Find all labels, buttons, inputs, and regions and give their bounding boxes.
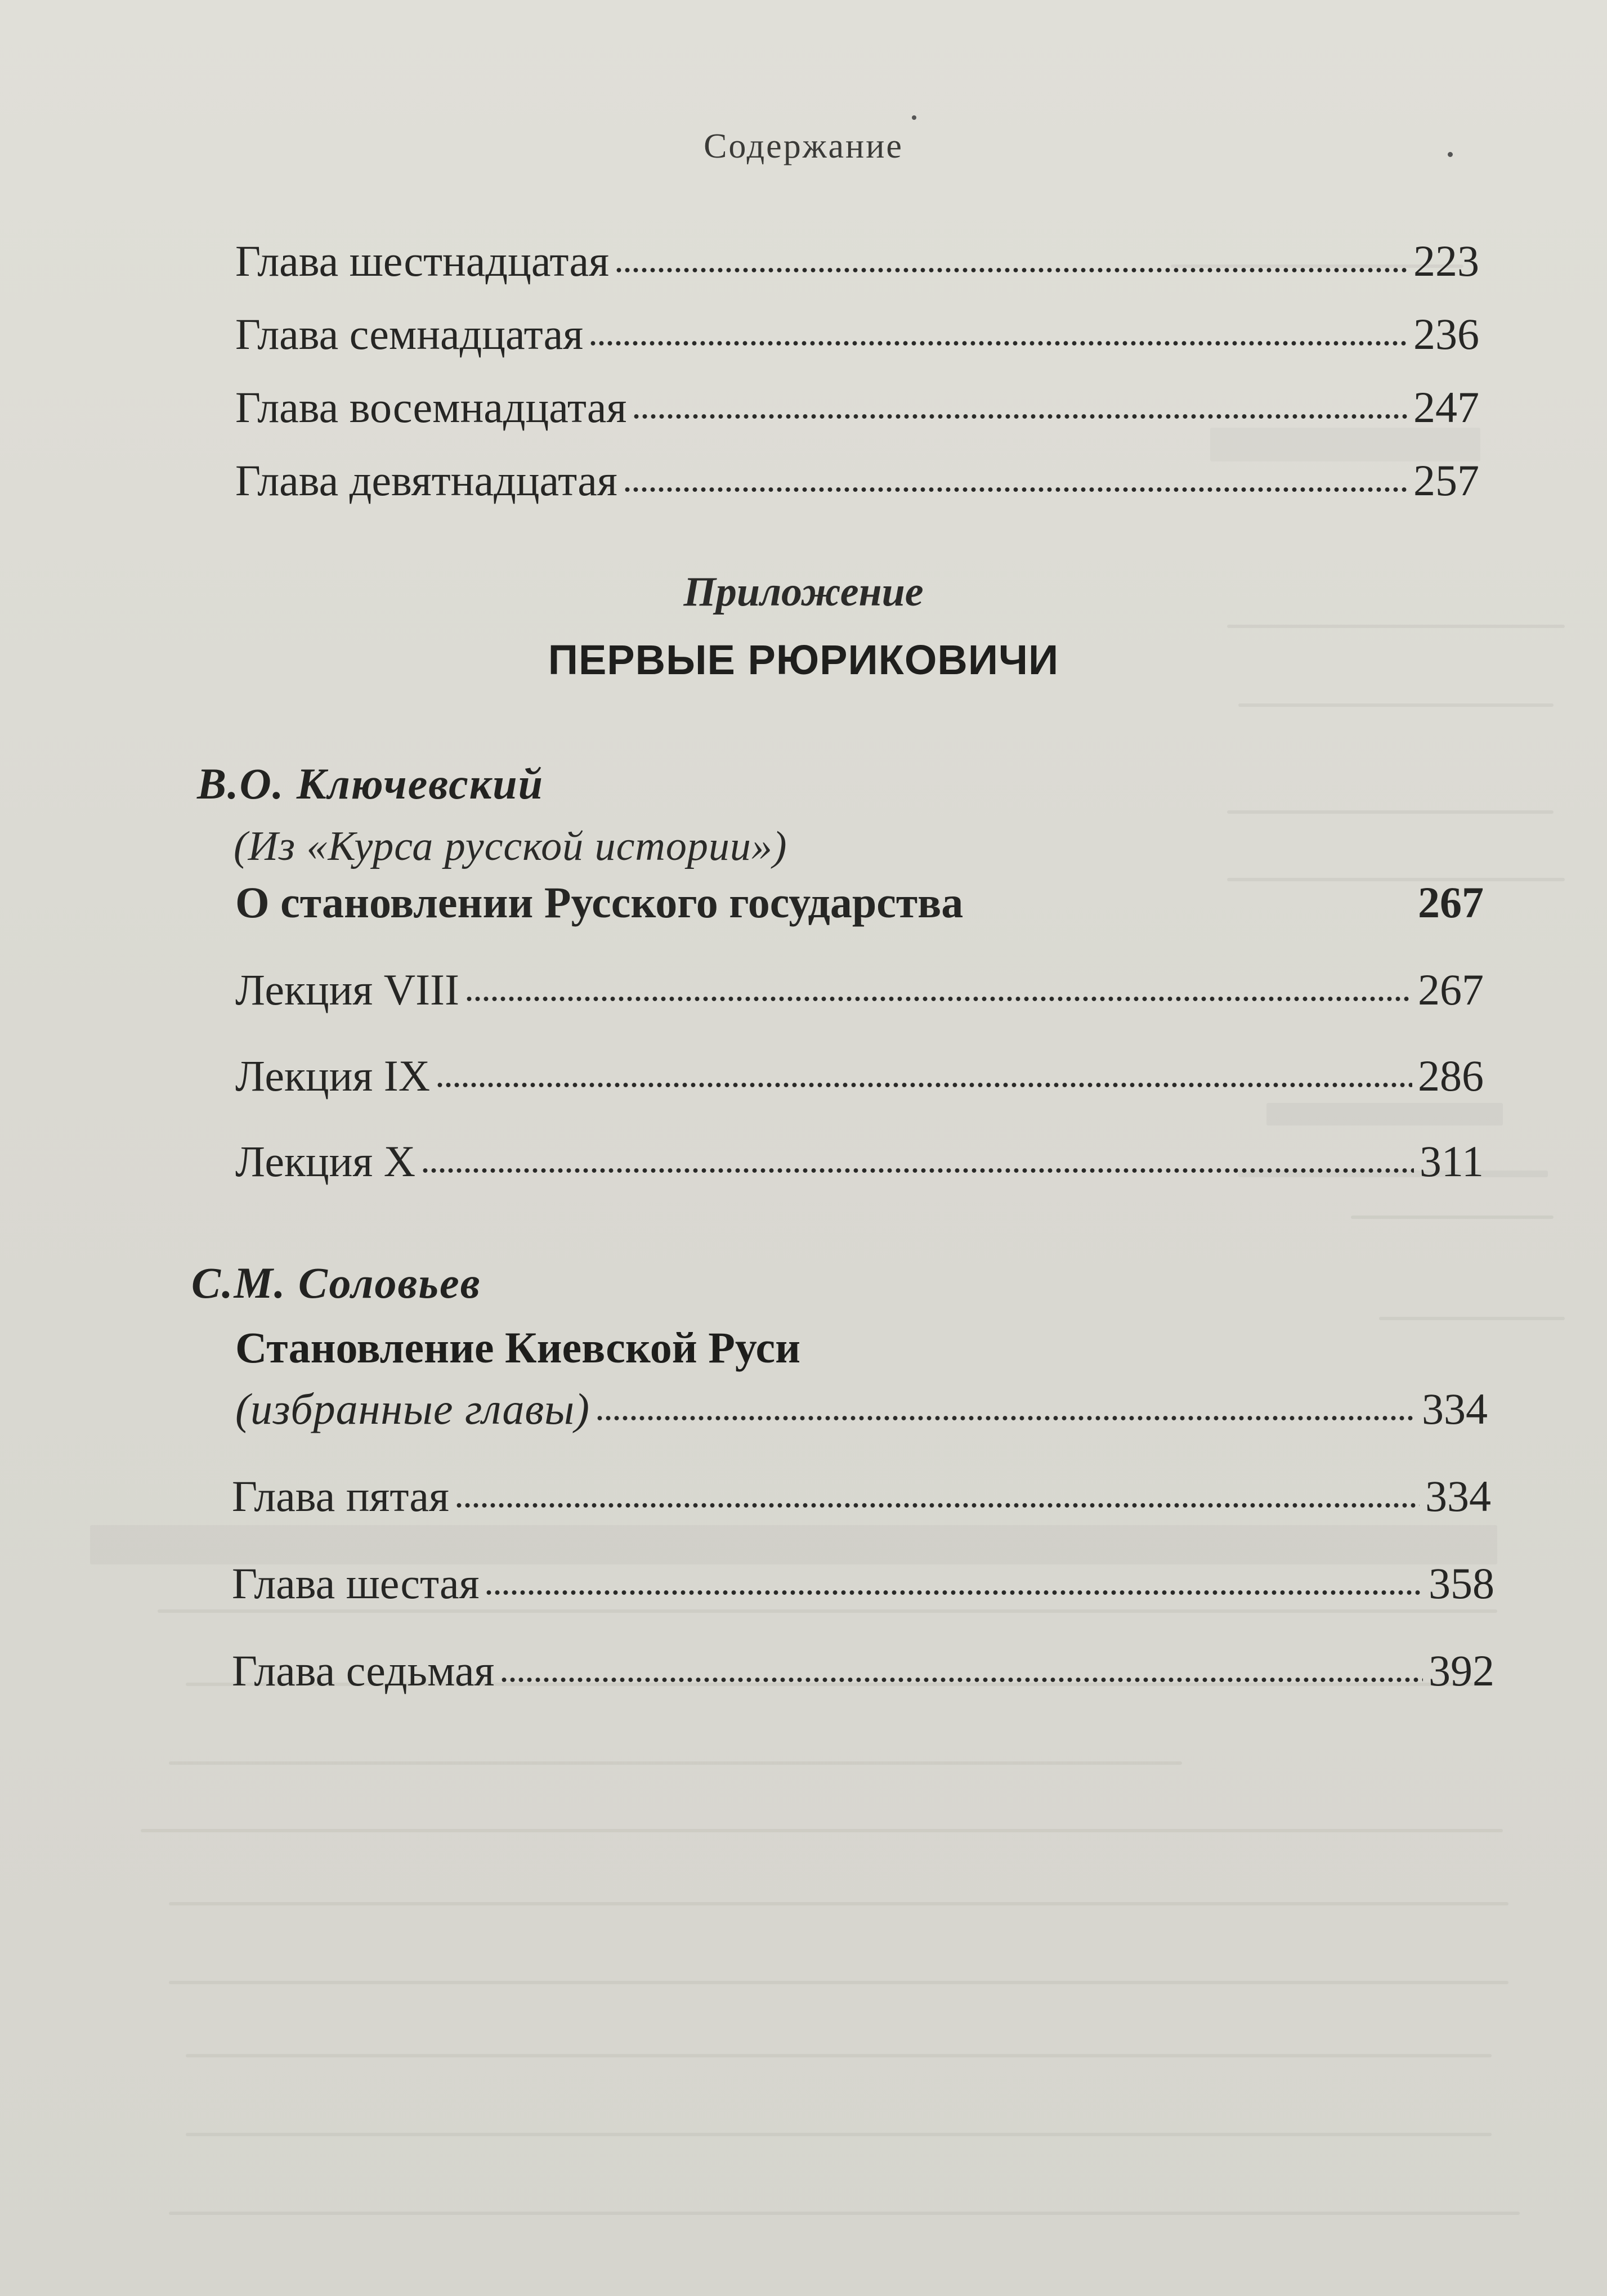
toc-entry-chapter-7[interactable] — [232, 1646, 1494, 1695]
toc-entry-page: 311 — [1419, 1137, 1484, 1186]
dot-leader — [623, 487, 1408, 492]
toc-entry-chapter-18[interactable] — [235, 383, 1479, 432]
print-speck — [912, 115, 916, 120]
appendix-title: ПЕРВЫЕ РЮРИКОВИЧИ — [548, 636, 1059, 683]
toc-entry-title: Глава седьмая — [232, 1646, 495, 1695]
toc-entry-page: 334 — [1422, 1384, 1488, 1433]
toc-entry-lecture-8[interactable] — [235, 965, 1484, 1014]
toc-entry-page: 358 — [1429, 1559, 1494, 1608]
author-kluchevsky: В.О. Ключевский — [197, 759, 544, 808]
toc-entry-page: 236 — [1413, 310, 1479, 358]
toc-entry-title: Лекция IX — [235, 1051, 431, 1100]
toc-entry-selected-chapters[interactable] — [235, 1384, 1488, 1433]
toc-entry-title: Глава шестнадцатая — [235, 236, 609, 285]
toc-entry-title: Глава пятая — [232, 1472, 449, 1521]
toc-entry-lecture-9[interactable] — [235, 1051, 1484, 1100]
work-title-soloviev: Становление Киевской Руси — [235, 1323, 801, 1372]
toc-entry-chapter-16[interactable] — [235, 236, 1479, 285]
toc-entry-title: (избранные главы) — [235, 1384, 590, 1433]
toc-entry-page: 257 — [1413, 456, 1479, 505]
dot-leader — [485, 1590, 1423, 1595]
toc-entry-title: Глава семнадцатая — [235, 310, 584, 358]
dot-leader — [500, 1678, 1423, 1682]
dot-leader — [455, 1503, 1420, 1508]
dot-leader — [596, 1416, 1416, 1420]
toc-entry-title: Глава восемнадцатая — [235, 383, 627, 432]
toc-entry-chapter-19[interactable] — [235, 456, 1479, 505]
dot-leader — [421, 1168, 1414, 1173]
toc-entry-title: Лекция VIII — [235, 965, 459, 1014]
dot-leader — [465, 997, 1412, 1001]
dot-leader — [632, 414, 1408, 419]
author-soloviev: С.М. Соловьев — [191, 1258, 481, 1307]
toc-entry-chapter-17[interactable] — [235, 312, 1479, 356]
source-note: (Из «Курса русской истории») — [234, 823, 787, 869]
toc-entry-page: 286 — [1418, 1051, 1484, 1100]
toc-entry-page: 223 — [1413, 236, 1479, 285]
running-header: Содержание — [704, 127, 903, 165]
toc-entry-page: 247 — [1413, 383, 1479, 432]
toc-entry-chapter-5[interactable] — [232, 1472, 1491, 1521]
toc-entry-page: 392 — [1429, 1646, 1494, 1695]
dot-leader — [589, 341, 1408, 346]
dot-leader — [436, 1083, 1412, 1087]
toc-entry-page: 267 — [1418, 878, 1484, 927]
toc-entry-title: Глава шестая — [232, 1559, 480, 1608]
toc-entry-lecture-10[interactable] — [235, 1137, 1484, 1186]
toc-entry-page: 267 — [1418, 965, 1484, 1014]
toc-entry-title: О становлении Русского государства — [235, 878, 964, 927]
toc-entry-title: Лекция X — [235, 1137, 416, 1186]
toc-entry-page: 334 — [1425, 1472, 1491, 1521]
toc-entry-chapter-6[interactable] — [232, 1559, 1494, 1608]
appendix-label: Приложение — [683, 569, 924, 615]
toc-entry-work-kluchevsky[interactable] — [235, 878, 1484, 927]
dot-leader — [615, 268, 1408, 272]
toc-entry-title: Глава девятнадцатая — [235, 456, 617, 505]
print-speck — [1448, 152, 1453, 157]
